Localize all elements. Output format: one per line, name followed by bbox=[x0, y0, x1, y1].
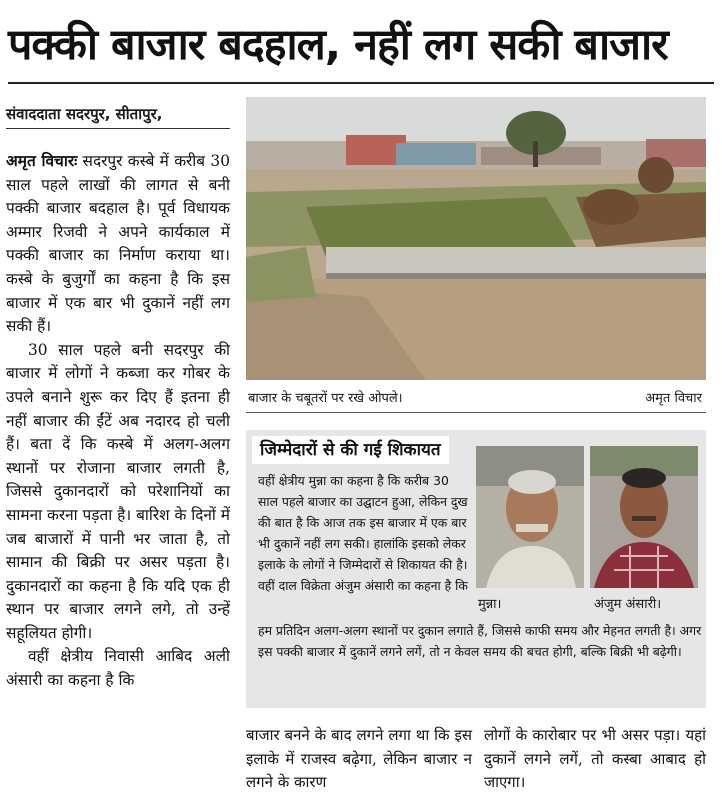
paragraph-1 bbox=[6, 150, 230, 339]
box-text-top: वहीं क्षेत्रीय मुन्ना का कहना है कि करीब 30 साल पहले बाजार का उद्घाटन हुआ, लेकिन दुख की बात है कि आज तक इस बाजार में एक बार भी दुकानें नहीं लग सकी। हालांकि इसको लेकर इलाके के लोगों ने जिम्मेदारों से शिकायत की है। वहीं दाल विक्रेता अंजुम अंसारी का कहना है कि bbox=[258, 473, 468, 593]
complaint-box bbox=[246, 430, 706, 708]
photo-credit: अमृत विचार bbox=[645, 391, 702, 406]
bottom-column-1: बाजार बनने के बाद लगने लगा था कि इस इलाके में राजस्व बढ़ेगा, लेकिन बाजार न लगने के कारण bbox=[246, 726, 472, 792]
box-title: जिम्मेदारों से की गई शिकायत bbox=[252, 436, 449, 464]
caption-rule bbox=[246, 412, 706, 413]
portrait-caption-anjum: अंजुम अंसारी। bbox=[594, 597, 662, 612]
headline: पक्की बाजार बदहाल, नहीं लग सकी बाजार bbox=[8, 6, 714, 84]
bottom-column-2: लोगों के कारोबार पर भी असर पड़ा। यहां दुकानें लगने लगें, तो कस्बा आबाद हो जाएगा। bbox=[484, 726, 706, 792]
paragraph-3: वहीं क्षेत्रीय निवासी आबिद अली अंसारी का कहना है कि bbox=[6, 647, 230, 690]
paragraph-2: 30 साल पहले बनी सदरपुर की बाजार में लोगों ने कब्जा कर गोबर के उपले बनाने शुरू कर दिए हैं इतना ही नहीं बाजार की ईंटें अब नदारद हो चली हैं। बता दें कि कस्बे में अलग-अलग स्थानों पर रोजाना बाजार लगती है, जिससे दुकानदारों को परेशानियों का सामना करना पड़ता है। बारिश के दिनों में जब बाजारों में पानी भर जाता है, तो सामान की बिक्री पर असर पड़ता है। दुकानदारों का कहना है कि यदि एक ही स्थान पर बाजार लगने लगे, तो उन्हें सहूलियत होगी। bbox=[6, 340, 230, 642]
photo-caption: बाजार के चबूतरों पर रखे ओपले। bbox=[248, 391, 403, 406]
paragraph-1-text: सदरपुर कस्बे में करीब 30 साल पहले लाखों की लागत से बनी पक्की बाजार बदहाल है। पूर्व विधायक अम्मार रिजवी ने अपने कार्यकाल में पक्की बाजार का निर्माण कराया था। कस्बे के बुजुर्गों का कहना है कि इस बाजार में एक बार भी दुकानें नहीं लग सकी हैं। bbox=[6, 152, 230, 336]
box-text-bottom: हम प्रतिदिन अलग-अलग स्थानों पर दुकान लगाते हैं, जिससे काफी समय और मेहनत लगती है। अगर इस पक्की बाजार में दुकानें लगने लगें, तो न केवल समय की बचत होगी, बल्कि बिक्री भी बढ़ेगी। bbox=[258, 623, 702, 659]
portrait-anjum-ansari bbox=[590, 446, 698, 588]
portrait-caption-munna: मुन्ना। bbox=[478, 597, 502, 612]
portrait-munna bbox=[476, 446, 584, 588]
dateline: संवाददाता सदरपुर, सीतापुर, bbox=[6, 105, 163, 123]
left-column bbox=[6, 150, 230, 693]
lead-word: अमृत विचारः bbox=[6, 152, 78, 170]
market-photo bbox=[246, 97, 706, 380]
dateline-rule bbox=[6, 128, 230, 129]
